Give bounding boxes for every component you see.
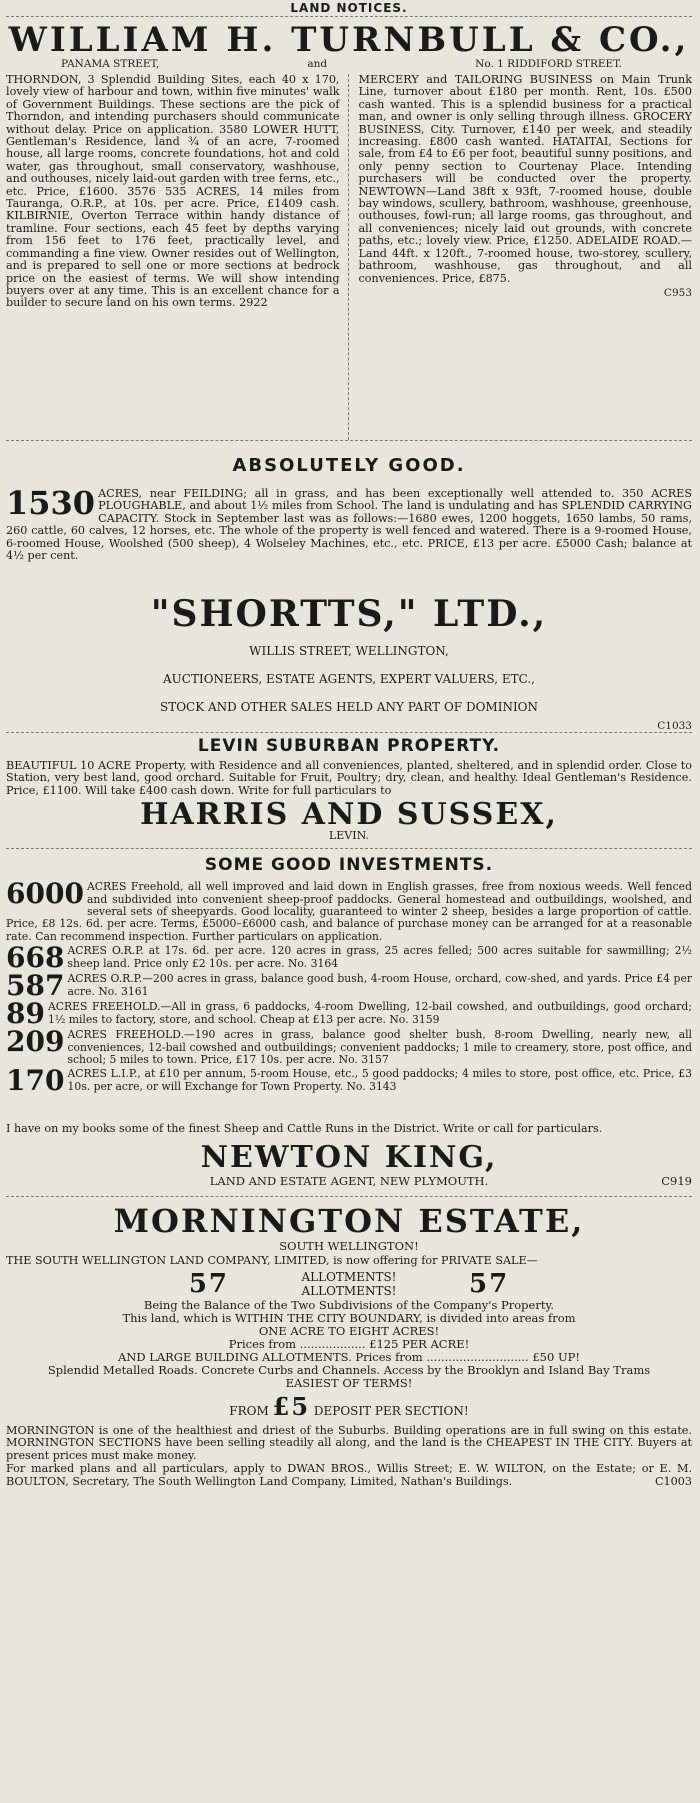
- mornington-deposit: [6, 1392, 692, 1421]
- investment-text: ACRES FREEHOLD.—All in grass, 6 paddocks, 4-room Dwelling, 12-bail cowshed, and outbuildings, good orchard; 1½ miles to factory, store, and school. Cheap at £13 per acre. No. 3159: [47, 1000, 692, 1026]
- investments-note: I have on my books some of the finest Sheep and Cattle Runs in the District. Write or call for particulars.: [6, 1122, 603, 1136]
- investment-acres-number: 89: [6, 997, 45, 1031]
- deposit-from: FROM: [229, 1404, 269, 1419]
- section-title: LAND NOTICES.: [290, 1, 408, 15]
- turnbull-ref: C953: [663, 286, 692, 299]
- divider: [6, 440, 692, 441]
- turnbull-listings: [6, 74, 692, 440]
- turnbull-title: WILLIAM H. TURNBULL & CO.,: [8, 20, 690, 60]
- investment-item: [6, 1025, 692, 1067]
- turnbull-right-text: MERCERY and TAILORING BUSINESS on Main Trunk Line, turnover about £180 per month. Rent, 10s. £500 cash wanted. This is a splendid business for a practical man, and owner is only selling through illness. GROCERY BUSINESS, City. Turnover, £140 per week, and steadily increasing. £800 cash wanted. HATAITAI, Sections for sale, from £4 to £6 per foot, beautiful sunny positions, and only penny section to Courtenay Place. Intending purchasers will be conducted over the property. NEWTOWN—Land 38ft x 93ft, 7-roomed house, double bay windows, scullery, bathroom, washhouse, greenhouse, outhouses, fowl-run; all large rooms, gas throughout, and all conveniences; nicely laid out grounds, with concrete paths, etc.; lovely view. Price, £1250. ADELAIDE ROAD.—Land 44ft. x 120ft., 7-roomed house, two-storey, scullery, bathroom, washhouse, gas throughout, and all conveniences. Price, £875.: [358, 74, 692, 285]
- mornington-intro: THE SOUTH WELLINGTON LAND COMPANY, LIMITED, is now offering for PRIVATE SALE—: [6, 1253, 538, 1267]
- shortts-sales: STOCK AND OTHER SALES HELD ANY PART OF DOMINION: [159, 700, 539, 714]
- investment-acres-number: 668: [6, 941, 65, 975]
- deposit-label: DEPOSIT PER SECTION!: [313, 1404, 469, 1419]
- mornington-acres: ONE ACRE TO EIGHT ACRES!: [258, 1324, 440, 1339]
- mornington-terms: EASIEST OF TERMS!: [285, 1376, 413, 1391]
- shortts-title: "SHORTTS," LTD.,: [150, 593, 548, 635]
- mornington-city: This land, which is WITHIN THE CITY BOUNDARY, is divided into areas from: [122, 1311, 576, 1326]
- mornington-title: MORNINGTON ESTATE,: [113, 1201, 585, 1240]
- newton-king-subtitle: LAND AND ESTATE AGENT, NEW PLYMOUTH.: [209, 1173, 489, 1188]
- mornington-roads: Splendid Metalled Roads. Concrete Curbs and Channels. Access by the Brooklyn and Island Bay Trams: [47, 1363, 651, 1378]
- investment-acres-number: 587: [6, 969, 65, 1003]
- investment-text: ACRES FREEHOLD.—190 acres in grass, balance good shelter bush, 8-room Dwelling, nearly new, all conveniences, 12-bail cowshed and outbuildings; convenient paddocks; 1 mile to creamery, store, post office, and school; 5 miles to town. Price, £17 10s. per acre. No. 3157: [67, 1028, 692, 1067]
- allotments-number-left: 57: [188, 1269, 229, 1300]
- newton-king-sub: [6, 1174, 692, 1188]
- investment-text: ACRES Freehold, all well improved and laid down in English grasses, free from noxious weeds. Well fenced and subdivided into convenient sheep-proof paddocks. General homestead and outbuildings, woolshed, and several sets of sheepyards. Good locality, guaranteed to winter 2 sheep, besides a large proportion of cattle. Price, £8 12s. 6d. per acre. Terms, £5000–£6000 cash, and balance of purchase money can be arranged for at a reasonable rate. Can recommend inspection. Further particulars on application.: [6, 880, 692, 943]
- investment-acres-number: 170: [6, 1064, 65, 1098]
- mornington-paragraph: MORNINGTON is one of the healthiest and driest of the Suburbs. Building operations are in full swing on this estate. MORNINGTON SECTIONS have been selling steadily all along, and the land is the CHEAPEST IN THE CITY. Buyers at present prices must make money.: [6, 1424, 692, 1462]
- investment-item: [6, 881, 692, 943]
- address-right: No. 1 RIDDIFORD STREET.: [475, 58, 622, 70]
- newton-king-ref: C919: [661, 1173, 692, 1188]
- mornington-sub: SOUTH WELLINGTON!: [279, 1238, 419, 1253]
- deposit-amount: £5: [272, 1392, 311, 1422]
- divider: [6, 16, 692, 17]
- investment-acres-number: 209: [6, 1025, 65, 1059]
- investment-item: [6, 997, 692, 1031]
- absolutely-text: ACRES, near FEILDING; all in grass, and has been exceptionally well attended to. 350 ACRES PLOUGHABLE, and about 1½ miles from School. The land is undulating and has SPLENDID CARRYING CAPACITY. Stock in September last was as follows:—1680 ewes, 1200 hoggets, 1650 lambs, 50 rams, 260 cattle, 60 calves, 12 horses, etc. The whole of the property is well fenced and watered. There is a 9-roomed House, 6-roomed House, Woolshed (500 sheep), 4 Wolseley Machines, etc., etc. PRICE, £13 per acre. £5000 Cash; balance at 4½ per cent.: [6, 488, 692, 563]
- mornington-prices: Prices from .................. £125 PER ACRE!: [228, 1337, 470, 1352]
- levin-firm: HARRIS AND SUSSEX,: [140, 797, 558, 833]
- investments-title: SOME GOOD INVESTMENTS.: [204, 855, 494, 876]
- investment-text: ACRES L.I.P., at £10 per annum, 5-room House, etc., 5 good paddocks; 4 miles to store, post office, etc. Price, £3 10s. per acre, or will Exchange for Town Property. No. 3143: [67, 1067, 692, 1093]
- mornington-contacts: [6, 1463, 692, 1488]
- divider: [6, 848, 692, 849]
- allotments-number-right: 57: [469, 1269, 510, 1300]
- allotments-label: ALLOTMENTS! ALLOTMENTS!: [301, 1270, 397, 1299]
- investments-list: [6, 879, 692, 1117]
- address-and: and: [307, 58, 328, 70]
- absolutely-title: ABSOLUTELY GOOD.: [232, 455, 466, 476]
- absolutely-number: 1530: [6, 488, 96, 522]
- investment-text: ACRES O.R.P. at 17s. 6d. per acre. 120 acres in grass, 25 acres felled; 500 acres suitable for sawmilling; 2½ sheep land. Price only £2 10s. per acre. No. 3164: [67, 944, 692, 970]
- mornington-contacts-text: For marked plans and all particulars, apply to DWAN BROS., Willis Street; E. W. WILTON, on the Estate; or E. M. BOULTON, Secretary, The South Wellington Land Company, Limited, Nathan's Buildings.: [6, 1462, 692, 1488]
- investment-text: ACRES O.R.P.—200 acres in grass, balance good bush, 4-room House, orchard, cow-shed, and yards. Price £4 per acre. No. 3161: [67, 972, 692, 998]
- investment-item: [6, 969, 692, 1003]
- shortts-services: AUCTIONEERS, ESTATE AGENTS, EXPERT VALUERS, ETC.,: [163, 672, 535, 686]
- levin-place: LEVIN.: [328, 829, 370, 843]
- mornington-ref: C1003: [654, 1474, 692, 1488]
- divider: [6, 1196, 692, 1197]
- mornington-balance: Being the Balance of the Two Subdivisions of the Company's Property.: [143, 1298, 555, 1313]
- turnbull-right-column: [359, 74, 693, 440]
- newton-king-title: NEWTON KING,: [200, 1139, 498, 1175]
- mornington-allotments: [6, 1269, 692, 1299]
- investment-item: [6, 1064, 692, 1098]
- address-left: PANAMA STREET,: [61, 58, 160, 70]
- levin-title: LEVIN SUBURBAN PROPERTY.: [197, 736, 501, 756]
- investment-item: [6, 941, 692, 975]
- shortts-address: WILLIS STREET, WELLINGTON,: [249, 644, 449, 658]
- investment-acres-number: 6000: [6, 879, 84, 911]
- divider: [6, 732, 692, 733]
- absolutely-listing: [6, 488, 692, 586]
- mornington-building: AND LARGE BUILDING ALLOTMENTS. Prices from ............................ £50 UP!: [117, 1350, 581, 1365]
- turnbull-left-column: THORNDON, 3 Splendid Building Sites, each 40 x 170, lovely view of harbour and town, within five minutes' walk of Government Buildings. These sections are the pick of Thorndon, and intending purchasers should communicate without delay. Price on application. 3580 LOWER HUTT, Gentleman's Residence, land ¾ of an acre, 7-roomed house, all large rooms, concrete foundations, hot and cold water, gas throughout, small conservatory, washhouse, and outhouses, nicely laid-out garden with tree ferns, etc., etc. Price, £1600. 3576 535 ACRES, 14 miles from Tauranga, O.R.P., at 10s. per acre. Price, £1409 cash. KILBIRNIE, Overton Terrace within handy distance of tramline. Four sections, each 45 feet by depths varying from 156 feet to 176 feet, practically level, and commanding a fine view. Owner resides out of Wellington, and is prepared to sell one or more sections at bedrock price on the easiest of terms. We will show intending buyers over at any time. This is an excellent chance for a builder to secure land on his own terms. 2922: [6, 74, 349, 440]
- levin-text: BEAUTIFUL 10 ACRE Property, with Residence and all conveniences, planted, sheltered, and in splendid order. Close to Station, very best land, good orchard. Suitable for Fruit, Poultry; dry, clean, and healthy. Ideal Gentleman's Residence. Price, £1100. Will take £400 cash down. Write for full particulars to: [6, 759, 692, 797]
- shortts-ref: C1033: [657, 720, 692, 732]
